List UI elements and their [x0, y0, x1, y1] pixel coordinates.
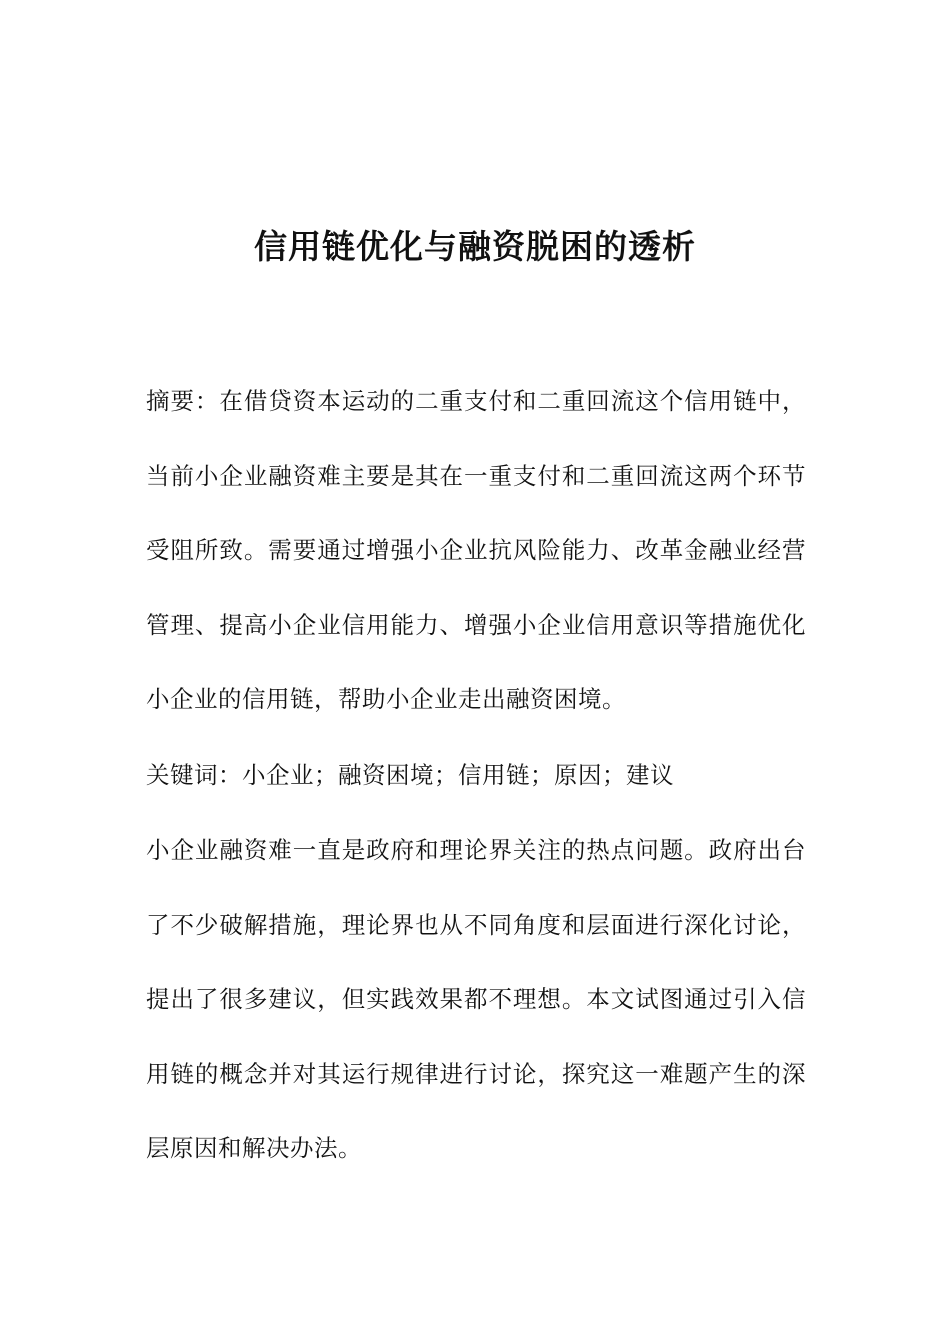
document-title: 信用链优化与融资脱困的透析: [254, 227, 696, 266]
intro-paragraph: 小企业融资难一直是政府和理论界关注的热点问题。政府出台了不少破解措施，理论界也从不同角度和层面进行深化讨论，提出了很多建议，但实践效果都不理想。本文试图通过引入信用链的概念并对其运行规律进行讨论，探究这一难题产生的深层原因和解决办法。: [146, 836, 806, 1162]
keywords-line: 关键词：小企业；融资困境；信用链；原因；建议: [146, 761, 674, 789]
abstract-paragraph: 摘要：在借贷资本运动的二重支付和二重回流这个信用链中，当前小企业融资难主要是其在一重支付和二重回流这两个环节受阻所致。需要通过增强小企业抗风险能力、改革金融业经营管理、提高小企业信用能力、增强小企业信用意识等措施优化小企业的信用链，帮助小企业走出融资困境。: [146, 387, 806, 713]
